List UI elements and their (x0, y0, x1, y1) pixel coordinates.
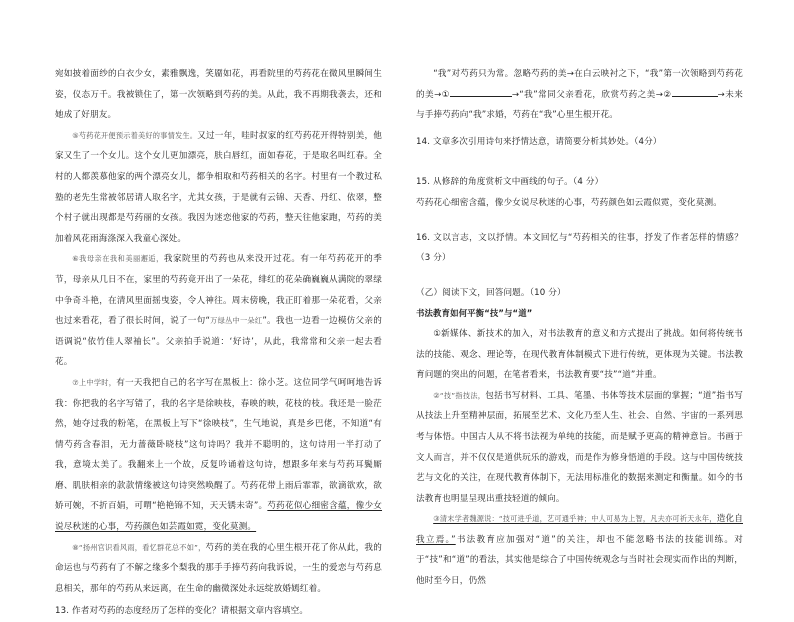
question-16: 16. 文以言志，文以抒情。本文回忆与“芍药相关的往事，抒发了作者怎样的情感？（3 分） (416, 232, 743, 264)
article-paragraph-1: ①新媒体、新技术的加入，对书法教育的意义和方式提出了挑战。如何将传统书法的技能、观念、理论等，在现代教育体制模式下进行传统，更体现为关键。书法教育问题的突出的问题，在笔者看来，书法教育要“技”“道”并重。 (416, 328, 743, 381)
quote-end: 造化自我立焉。” (416, 514, 743, 545)
paragraph-6-body: 我家院里的芍药也从来没开过花。有一年芍药花开的季节，母亲从几日不在，家里的芍药竟开出了一朵花，绯红的花朵确巍巍从满院的翠绿中争奇斗艳，在清风里面摇曳姿，令人神往。周末傍晚，我正盯着那一朵花看，父亲也过来看花，看了很长时间，说了一句“ (55, 254, 383, 327)
paragraph-6-lead: ⑥我母亲在我和美丽邂逅， (72, 254, 164, 264)
paragraph-5 (55, 126, 382, 250)
paragraph-5-lead: ⑤芍药花开便预示着美好的事情发生。 (72, 130, 198, 140)
question-13: 13. 作者对芍药的态度经历了怎样的变化？请根据文章内容填空。 (55, 606, 309, 617)
underlined-sentence: 芍药花似心细密含蕴，像少女说尽秋迷的心事，芍药颜色如芸霞如霓，变化莫测。 (55, 501, 383, 533)
article-paragraph-2-lead: ②“技”指技法， (433, 390, 486, 400)
answer-blank-2[interactable] (672, 88, 718, 97)
paragraph-6 (55, 249, 382, 373)
left-column (55, 64, 382, 622)
paragraph-4-end: 宛如披着面纱的白衣少女，素雅飘逸，笑靥如花，再看院里的芍药花在微风里瞬间生姿，仪态万千。我被锁住了，第一次领略到芍药的美。从此，我不再期我袭去，还和她成了好朋友。 (55, 69, 382, 121)
paragraph-7 (55, 373, 382, 538)
article-paragraph-2-body: 包括书写材料、工具、笔墨、书体等技术层面的掌握；“道”指书写从技法上升至精神层面，拓展至艺术、文化乃至人生、社会、自然、宇宙的一系列思考与体悟。中国古人从不将书法视为单纯的技能，而是赋予更高的精神意旨。书画于文人而言，并不仅仅是道供玩乐的游戏，而是作为修身悟道的手段。这与中国传统技艺与文化的关注，在现代教育体制下，无法用标准化的数据来测定和衡量。如今的书法教育也明显呈现出重技轻道的倾向。 (416, 390, 744, 504)
chain-part-1: “我”对芍药只为常。忽略芍药的美→在白云映衬之下，“我”第一次领略到芍药花的美→① (416, 69, 743, 100)
paragraph-8-lead: ⑧“扬州官识看风雨，看忆群花总不如”， (72, 542, 206, 552)
paragraph-6-quote: 万绿丛中一朵红 (210, 316, 263, 326)
paragraph-5-body: 又过一年，哇时叔家的红芍药花开得特别美，他家又生了一个女儿。这个女儿更加漂亮，肤白唇红，面如春花，于是取名叫红春。全村的人都羡慕他家的两个漂亮女儿，都争相取和芍药相关的名字。村里有一个教过私塾的老先生常被邻居请人取名字，尤其女孩，于是就有云锦、天香、丹红、依翠，整个村子就出现都是芍药丽的女孩。我因为迷恋他家的芍药，整天往他家跑，芍药的美加着风花雨海涤深入我童心深处。 (55, 130, 382, 244)
answer-space-14 (416, 152, 743, 172)
article-paragraph-2 (416, 386, 743, 510)
chain-part-4: 未来与手捧芍药向“我”求婚，芍药在“我”心里生根开花。 (416, 89, 743, 121)
article-title: 书法教育如何平衡“技”与“道” (416, 308, 533, 319)
q13-answer-chain (416, 64, 743, 126)
chain-part-3: → (717, 89, 725, 100)
quote-lead: ③清末学者魏源说：“技可进乎道，艺可通乎神；中人可易为上智，凡夫亦可祈天永年， (433, 514, 717, 524)
answer-blank-1[interactable] (450, 88, 512, 97)
chain-part-2: →“我”常同父亲看花，欣赏芍药之美→② (511, 89, 672, 100)
paragraph-8-body: 芍药的美在我的心里生根开花了你从此，我的命运也与芍药有了不解之缘多个梨我的那手手捧芍药向我诉说，一生的爱恋与芍药息息相关，那年的芍药从来远离，在生命的幽微深处永远绽放婚嫣红着。 (55, 542, 382, 594)
question-15-sentence: 芍药花心细密含蕴，像少女说尽秋迷的心事，芍药颜色如云霞似霓，变化莫测。 (416, 197, 723, 208)
article-paragraph-3-body: 书法教育应加强对“道”的关注，却也不能忽略书法的技能训练。对于“技”和“道”的看法，其实他是综合了中国传统观念与当时社会现实而作出的判断，他时至今日，仍然 (416, 534, 744, 587)
paragraph-6-tail: ”。我也一边看一边模仿父亲的语调说“依竹佳人翠袖长”。父亲拍手说道：‘好诗’，从此，我常常和父亲一起去看花。 (55, 316, 382, 368)
question-14: 14. 文章多次引用诗句来抒情达意，请简要分析其妙处。（4分） (416, 136, 662, 147)
answer-space-15 (416, 214, 743, 228)
answer-space-16 (416, 269, 743, 283)
article-paragraph-3 (416, 509, 743, 591)
paragraph-7-lead: ⑦上中学时， (72, 377, 117, 387)
paragraph-8 (55, 538, 382, 600)
paragraph-7-body: 有一天我把自己的名字写在黑板上：徐小芝。这位同学气呵呵地告诉我：你把我的名字写错了，我的名字是徐映枝，春映的映，花枝的枝。我还是一脸茫然，她夺过我的粉笔，在黑板上写下“徐映枝”，生气地说，真是乡巴佬，不知道“有情芍药含春泪，无力蔷薇卧晓枝”这句诗吗？我并不聪明的，这句诗用一半打动了我，意境太美了。我翻来上一个故，反复吟诵着这句诗，想跟多年来与芍药耳鬓厮磨、肌肤相亲的款款情缘被这句诗突然唤醒了。芍药花带上雨后霏霏，欲滴欲欢，欲娇可婉，不折百娟，可喟“艳艳锦不知，天天锈未寄”。 (55, 377, 382, 512)
question-15: 15. 从修辞的角度赏析文中画线的句子。（4 分） (416, 177, 604, 188)
right-column (416, 64, 743, 592)
section-heading: （乙）阅读下文，回答问题。（10 分） (416, 287, 566, 298)
